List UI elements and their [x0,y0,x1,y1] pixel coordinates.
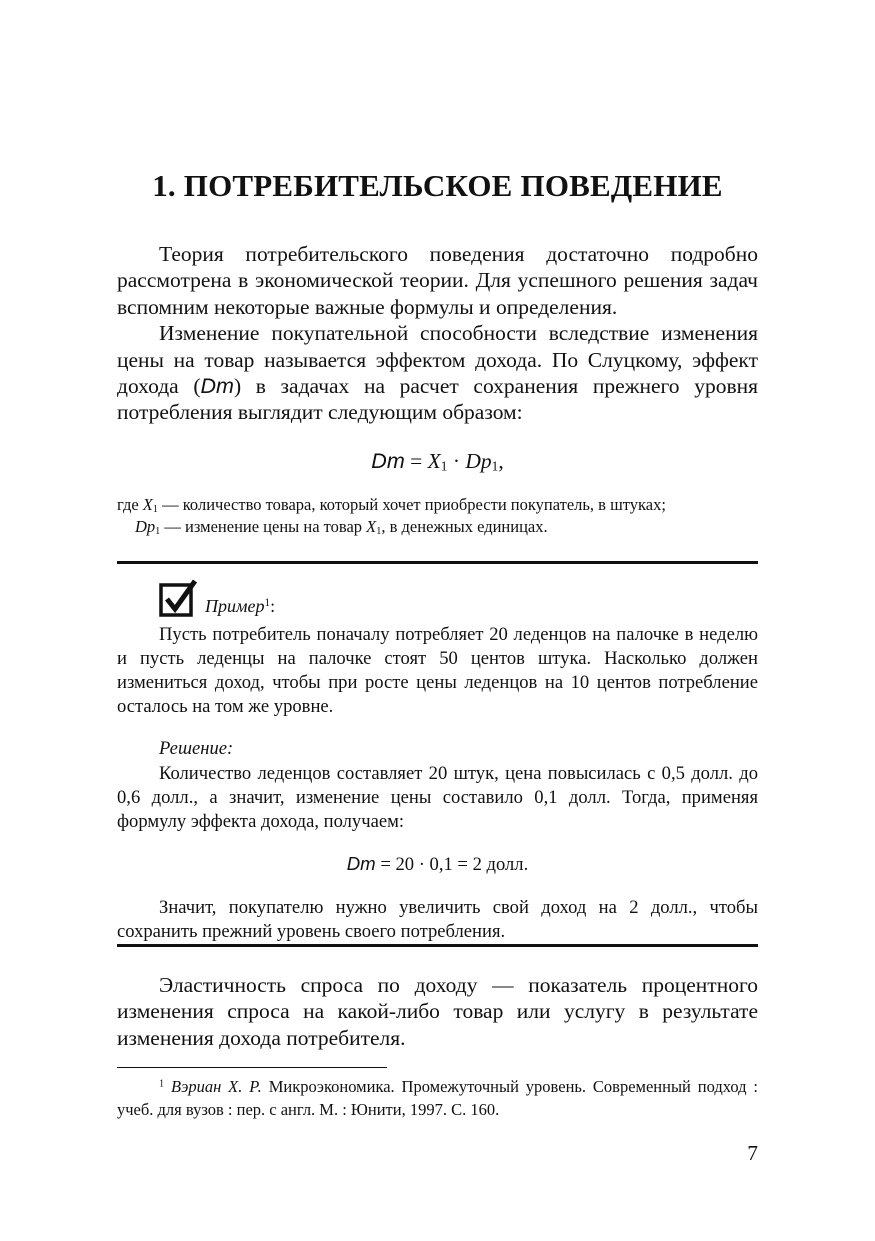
legend-text-1: — количество товара, который хочет приобрести покупатель, в штуках; [158,495,666,514]
legend-var-x2-sub: 1 [376,526,382,538]
intro-paragraph-1: Теория потребительского поведения достаточно подробно рассмотрена в экономической теории. Для успешного решения задач вспомним некоторые важные формулы и определения. [117,242,758,319]
example-header [159,573,275,619]
income-effect-formula [117,448,758,474]
example-bottom-rule [117,944,758,947]
example-text: Пусть потребитель поначалу потребляет 20 леденцов на палочке в неделю и пусть леденцы на палочке стоят 50 центов штука. Насколько должен измениться доход, чтобы при росте цены леденцов на 10 центов потребление осталось на том же уровне. [117,624,758,717]
footnote-mark: 1 [159,1078,165,1090]
footnote [117,1075,758,1121]
intro-section [117,241,758,426]
formula-dot: · [447,449,466,473]
example-label [205,596,275,617]
legend-line-1 [117,494,758,516]
example-formula-var: Dm [346,853,376,874]
footnote-text: Микроэкономика. Промежуточный уровень. Современный подход : учеб. для вузов : пер. с англ. М. : Юнити, 1997. С. 160. [117,1077,759,1119]
solution-label: Решение: [159,738,234,759]
intro-text-after: ) в задачах на расчет сохранения прежнего уровня потребления выглядит следующим образом: [117,374,758,425]
conclusion-section [117,896,758,944]
chapter-title: 1. ПОТРЕБИТЕЛЬСКОЕ ПОВЕДЕНИЕ [152,168,723,203]
legend-var-dp-sub: 1 [155,526,161,538]
example-top-rule [117,561,758,564]
income-effect-var: Dm [200,374,234,399]
formula-lhs: Dm [371,449,405,473]
elasticity-section [117,972,758,1051]
legend-text-2b: , в денежных единицах. [381,517,548,536]
example-footnote-mark: 1 [264,596,271,609]
legend-line-2 [117,516,758,538]
legend-var-x: X [142,495,153,514]
formula-dp-sub: 1 [491,458,499,474]
footnote-author: Вэриан Х. Р. [171,1077,262,1096]
example-label-colon: : [270,596,276,616]
formula-legend [117,494,758,538]
legend-var-dp: Dp [135,517,156,536]
checkbox-icon [159,579,199,619]
legend-prefix: где [117,495,143,514]
legend-var-x-sub: 1 [152,504,158,516]
example-formula [117,852,758,877]
solution-section [117,762,758,834]
legend-text-2a: — изменение цены на товар [160,517,367,536]
page-number: 7 [747,1141,758,1165]
formula-x: X [427,449,441,473]
intro-text-before: Изменение покупательной способности вследствие изменения цены на товар называется эффектом дохода. По Слуцкому, эффект дохода ( [117,321,758,399]
conclusion-text: Значит, покупателю нужно увеличить свой доход на 2 долл., чтобы сохранить прежний уровень своего потребления. [117,897,758,942]
example-section [117,623,758,719]
intro-paragraph-2 [117,320,758,426]
formula-eq: = [404,449,428,473]
formula-dp: Dp [465,449,492,473]
footnote-rule [117,1067,387,1068]
formula-x-sub: 1 [440,458,448,474]
example-label-text: Пример [205,596,265,616]
example-formula-rest: = 20 · 0,1 = 2 долл. [375,854,529,875]
elasticity-paragraph: Эластичность спроса по доходу — показатель процентного изменения спроса на какой-либо товар или услугу в результате изменения дохода потребителя. [117,973,758,1050]
formula-tail: , [498,449,504,473]
legend-var-x2: X [366,517,377,536]
solution-text: Количество леденцов составляет 20 штук, цена повысилась с 0,5 долл. до 0,6 долл., а значит, изменение цены составило 0,1 долл. Тогда, применяя формулу эффекта дохода, получаем: [117,763,758,832]
